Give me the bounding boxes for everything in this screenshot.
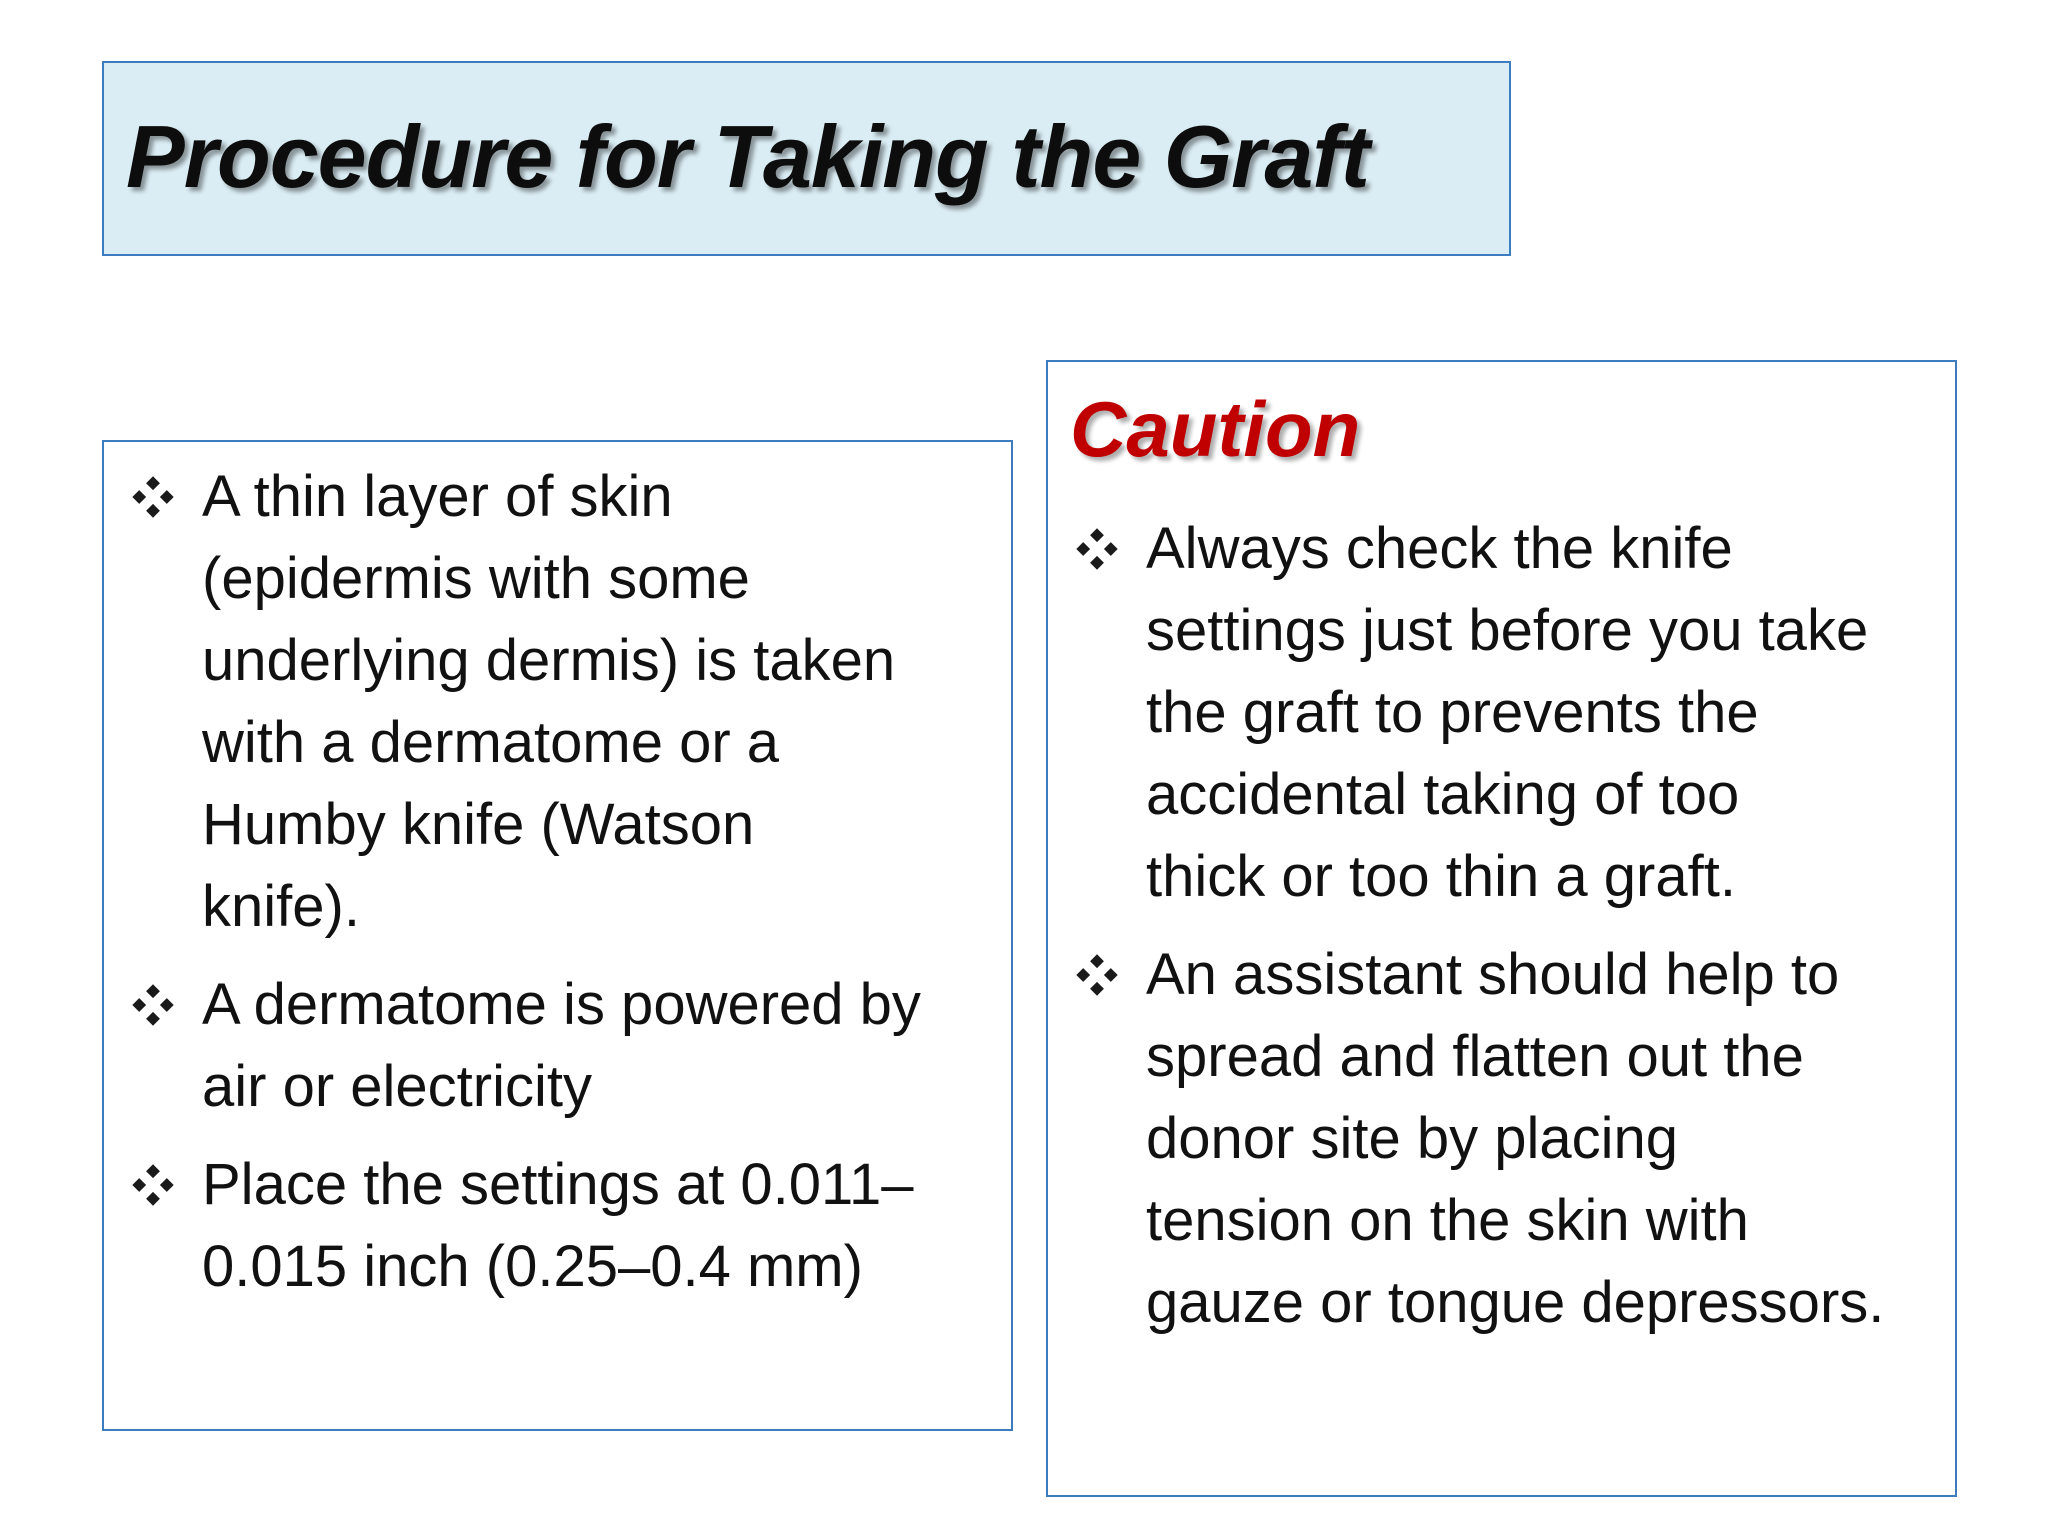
bullet-line: gauze or tongue depressors. [1146, 1270, 1885, 1335]
procedure-bullet-list [128, 456, 1008, 1324]
bullet-line: Always check the knife [1146, 516, 1733, 581]
bullet-line: knife). [202, 874, 360, 939]
bullet-line: settings just before you take [1146, 598, 1869, 663]
caution-panel [1046, 360, 1957, 1497]
bullet-line: 0.015 inch (0.25–0.4 mm) [202, 1234, 863, 1299]
four-diamond-bullet-icon [1072, 508, 1122, 590]
bullet-line: air or electricity [202, 1054, 592, 1119]
bullet-line: thick or too thin a graft. [1146, 844, 1736, 909]
bullet-line: (epidermis with some [202, 546, 750, 611]
bullet-line: A dermatome is powered by [202, 972, 921, 1037]
title-box [102, 61, 1511, 256]
bullet-line: Humby knife (Watson [202, 792, 755, 857]
bullet-line: accidental taking of too [1146, 762, 1740, 827]
procedure-bullet-1 [128, 456, 1008, 948]
procedure-panel [102, 440, 1013, 1431]
caution-bullet-2 [1072, 934, 1952, 1344]
four-diamond-bullet-icon [128, 1144, 178, 1226]
slide-title: Procedure for Taking the Graft [126, 107, 1369, 206]
caution-bullet-list [1072, 508, 1952, 1360]
bullet-line: A thin layer of skin [202, 464, 673, 529]
procedure-bullet-2 [128, 964, 1008, 1128]
bullet-line: spread and flatten out the [1146, 1024, 1804, 1089]
bullet-line: donor site by placing [1146, 1106, 1678, 1171]
procedure-bullet-3 [128, 1144, 1008, 1308]
four-diamond-bullet-icon [128, 964, 178, 1046]
caution-heading: Caution [1070, 385, 1361, 473]
four-diamond-bullet-icon [1072, 934, 1122, 1016]
bullet-line: underlying dermis) is taken [202, 628, 896, 693]
caution-bullet-1 [1072, 508, 1952, 918]
bullet-line: with a dermatome or a [202, 710, 780, 775]
bullet-line: Place the settings at 0.011– [202, 1152, 914, 1217]
bullet-line: the graft to prevents the [1146, 680, 1759, 745]
bullet-line: An assistant should help to [1146, 942, 1840, 1007]
bullet-line: tension on the skin with [1146, 1188, 1749, 1253]
four-diamond-bullet-icon [128, 456, 178, 538]
